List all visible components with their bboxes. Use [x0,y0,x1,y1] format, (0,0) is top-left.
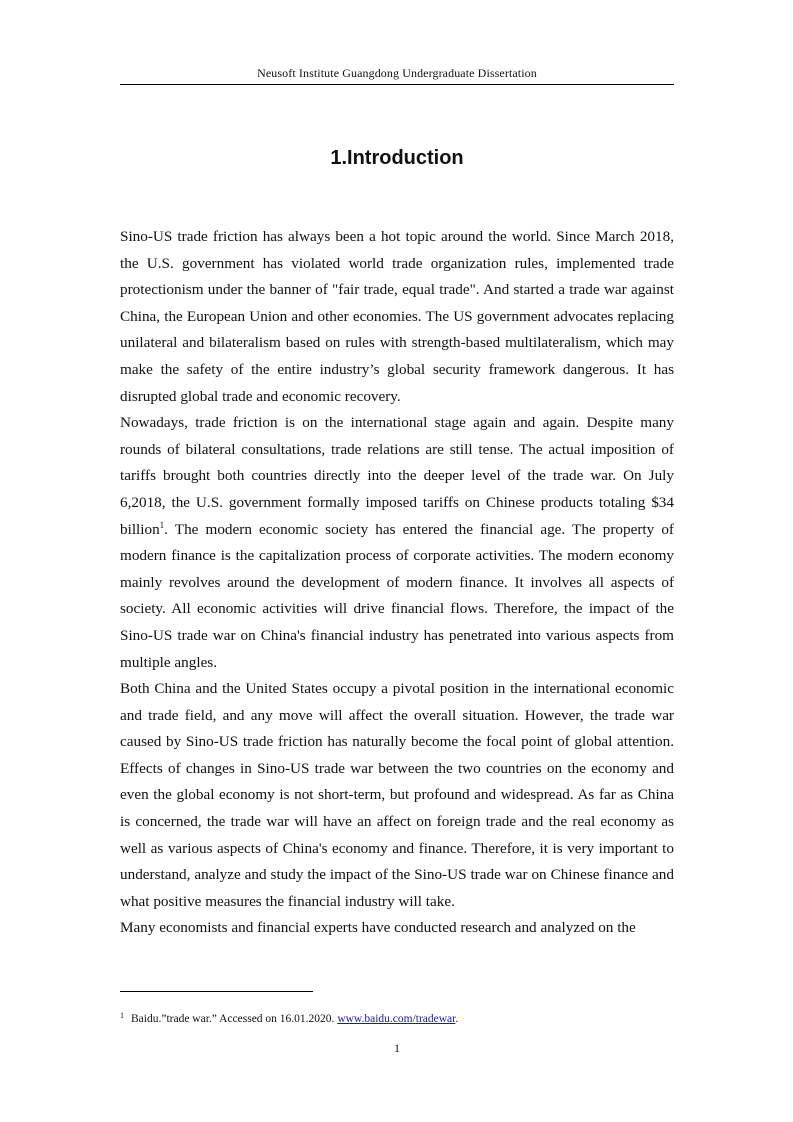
page-number: 1 [394,1041,400,1055]
footnote-link-suffix: . [455,1013,459,1025]
paragraph-text: . The modern economic society has entered the financial age. The property of modern finance is the capitalization process of corporate activities. The modern economy mainly revolves around the development of modern finance. It involves all aspects of society. All economic activities will drive financial flows. Therefore, the impact of the Sino-US trade war on China's financial industry has penetrated into various aspects from multiple angles. [120,520,674,671]
header-divider [120,84,674,85]
body-text [120,224,674,942]
footnote-link[interactable]: www.baidu.com/tradewar [337,1013,456,1025]
footnote-text: Baidu.”trade war.” Accessed on 16.01.2020. [131,1013,335,1025]
paragraph: Both China and the United States occupy a pivotal position in the international economic and trade field, and any move will affect the overall situation. However, the trade war caused by Sino-US trade friction has naturally become the focal point of global attention. Effects of changes in Sino-US trade war between the two countries on the economy and even the global economy is not short-term, but profound and widespread. As far as China is concerned, the trade war will have an affect on foreign trade and the real economy as well as various aspects of China's economy and finance. Therefore, it is very important to understand, analyze and study the impact of the Sino-US trade war on Chinese finance and what positive measures the financial industry will take. [120,680,674,910]
paragraph-text: Nowadays, trade friction is on the international stage again and again. Despite many rounds of bilateral consultations, trade relations are still tense. The actual imposition of tariffs brought both countries directly into the deeper level of the trade war. On July 6,2018, the U.S. government formally imposed tariffs on Chinese products totaling $34 billion [120,414,674,538]
chapter-title: 1.Introduction [330,147,464,169]
footnote-reference[interactable]: 1 [159,519,165,530]
paragraph: Sino-US trade friction has always been a hot topic around the world. Since March 2018, the U.S. government has violated world trade organization rules, implemented trade protectionism under the banner of "fair trade, equal trade". And started a trade war against China, the European Union and other economies. The US government advocates replacing unilateral and bilateralism based on rules with strength-based multilateralism, which may make the safety of the entire industry’s global security framework dangerous. It has disrupted global trade and economic recovery. [120,228,674,405]
paragraph [120,410,674,676]
running-header: Neusoft Institute Guangdong Undergraduate Dissertation [257,66,537,80]
paragraph: Many economists and financial experts have conducted research and analyzed on the [120,919,636,937]
footnote-divider [120,991,313,992]
footnote [120,1011,458,1025]
footnote-number: 1 [120,1011,124,1020]
